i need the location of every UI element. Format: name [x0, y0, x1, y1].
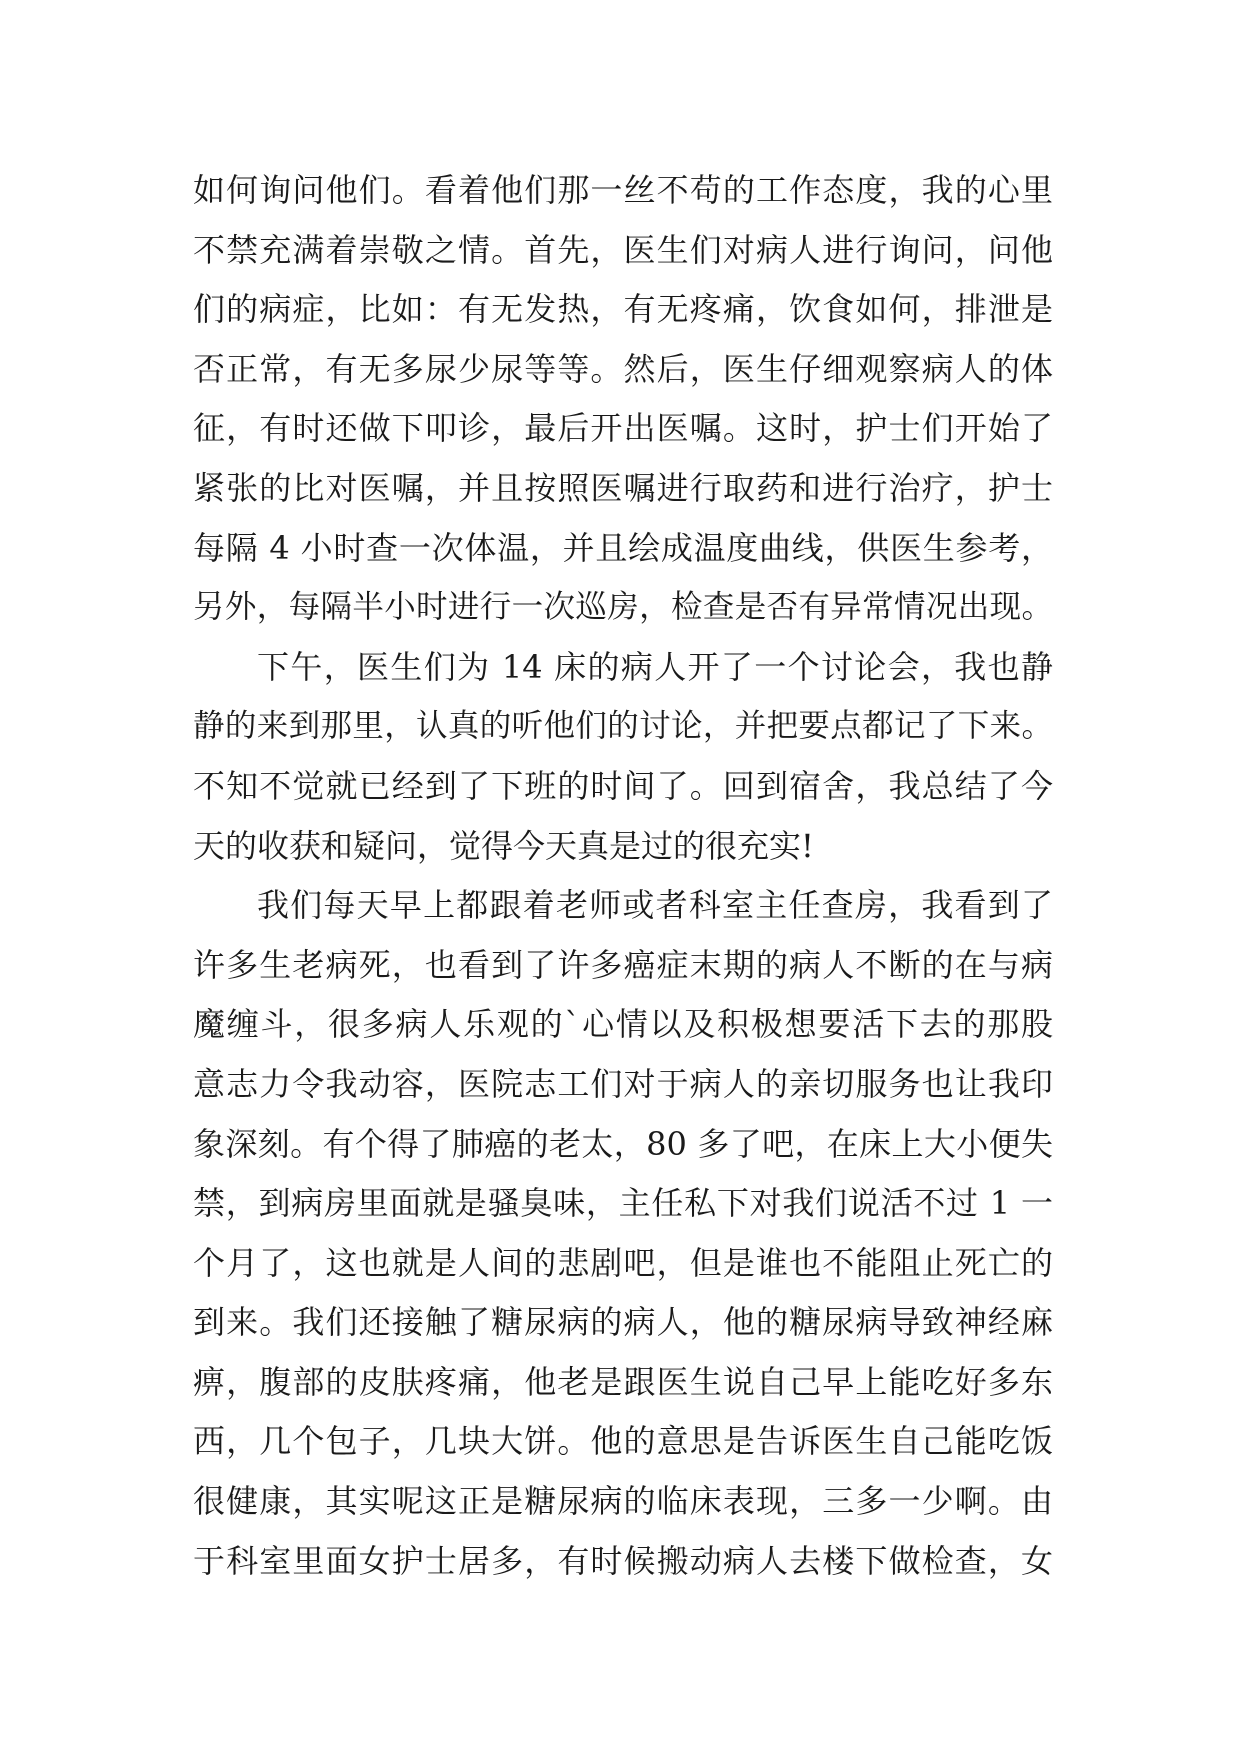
paragraph-last-line: 天的收获和疑问，觉得今天真是过的很充实! — [193, 826, 814, 865]
text-line: 另外，每隔半小时进行一次巡房，检查是否有异常情况出现。 — [193, 589, 1053, 626]
text-line: 象深刻。有个得了肺癌的老太，80 多了吧，在床上大小便失 — [193, 1124, 1053, 1163]
paragraph-first-line: 下午，医生们为 14 床的病人开了一个讨论会，我也静 — [257, 647, 1053, 686]
text-line: 们的病症，比如：有无发热，有无疼痛，饮食如何，排泄是 — [193, 290, 1053, 329]
text-line: 征，有时还做下叩诊，最后开出医嘱。这时，护士们开始了 — [193, 409, 1053, 448]
text-line: 痹，腹部的皮肤疼痛，他老是跟医生说自己早上能吃好多东 — [193, 1362, 1053, 1401]
text-line: 不知不觉就已经到了下班的时间了。回到宿舍，我总结了今 — [193, 766, 1053, 805]
text-line: 个月了，这也就是人间的悲剧吧，但是谁也不能阻止死亡的 — [193, 1243, 1053, 1282]
text-line: 意志力令我动容，医院志工们对于病人的亲切服务也让我印 — [193, 1064, 1053, 1103]
text-line: 许多生老病死，也看到了许多癌症末期的病人不断的在与病 — [193, 945, 1053, 984]
text-line: 如何询问他们。看着他们那一丝不苟的工作态度，我的心里 — [193, 171, 1053, 209]
document-body — [193, 161, 1053, 1591]
text-line: 禁，到病房里面就是骚臭味，主任私下对我们说活不过 1 一 — [193, 1184, 1053, 1223]
text-line: 否正常，有无多尿少尿等等。然后，医生仔细观察病人的体 — [193, 349, 1053, 388]
text-line: 于科室里面女护士居多，有时候搬动病人去楼下做检查，女 — [193, 1541, 1053, 1580]
text-line: 不禁充满着崇敬之情。首先，医生们对病人进行询问，问他 — [193, 230, 1053, 269]
text-line: 到来。我们还接触了糖尿病的病人，他的糖尿病导致神经麻 — [193, 1303, 1053, 1342]
paragraph-first-line: 我们每天早上都跟着老师或者科室主任查房，我看到了 — [257, 886, 1053, 925]
text-line: 魔缠斗，很多病人乐观的`心情以及积极想要活下去的那股 — [193, 1005, 1053, 1044]
text-line: 每隔 4 小时查一次体温，并且绘成温度曲线，供医生参考， — [193, 528, 1053, 567]
text-line: 静的来到那里，认真的听他们的讨论，并把要点都记了下来。 — [193, 708, 1053, 745]
text-line: 紧张的比对医嘱，并且按照医嘱进行取药和进行治疗，护士 — [193, 468, 1053, 507]
text-line: 很健康，其实呢这正是糖尿病的临床表现，三多一少啊。由 — [193, 1482, 1053, 1521]
text-line: 西，几个包子，几块大饼。他的意思是告诉医生自己能吃饭 — [193, 1422, 1053, 1461]
